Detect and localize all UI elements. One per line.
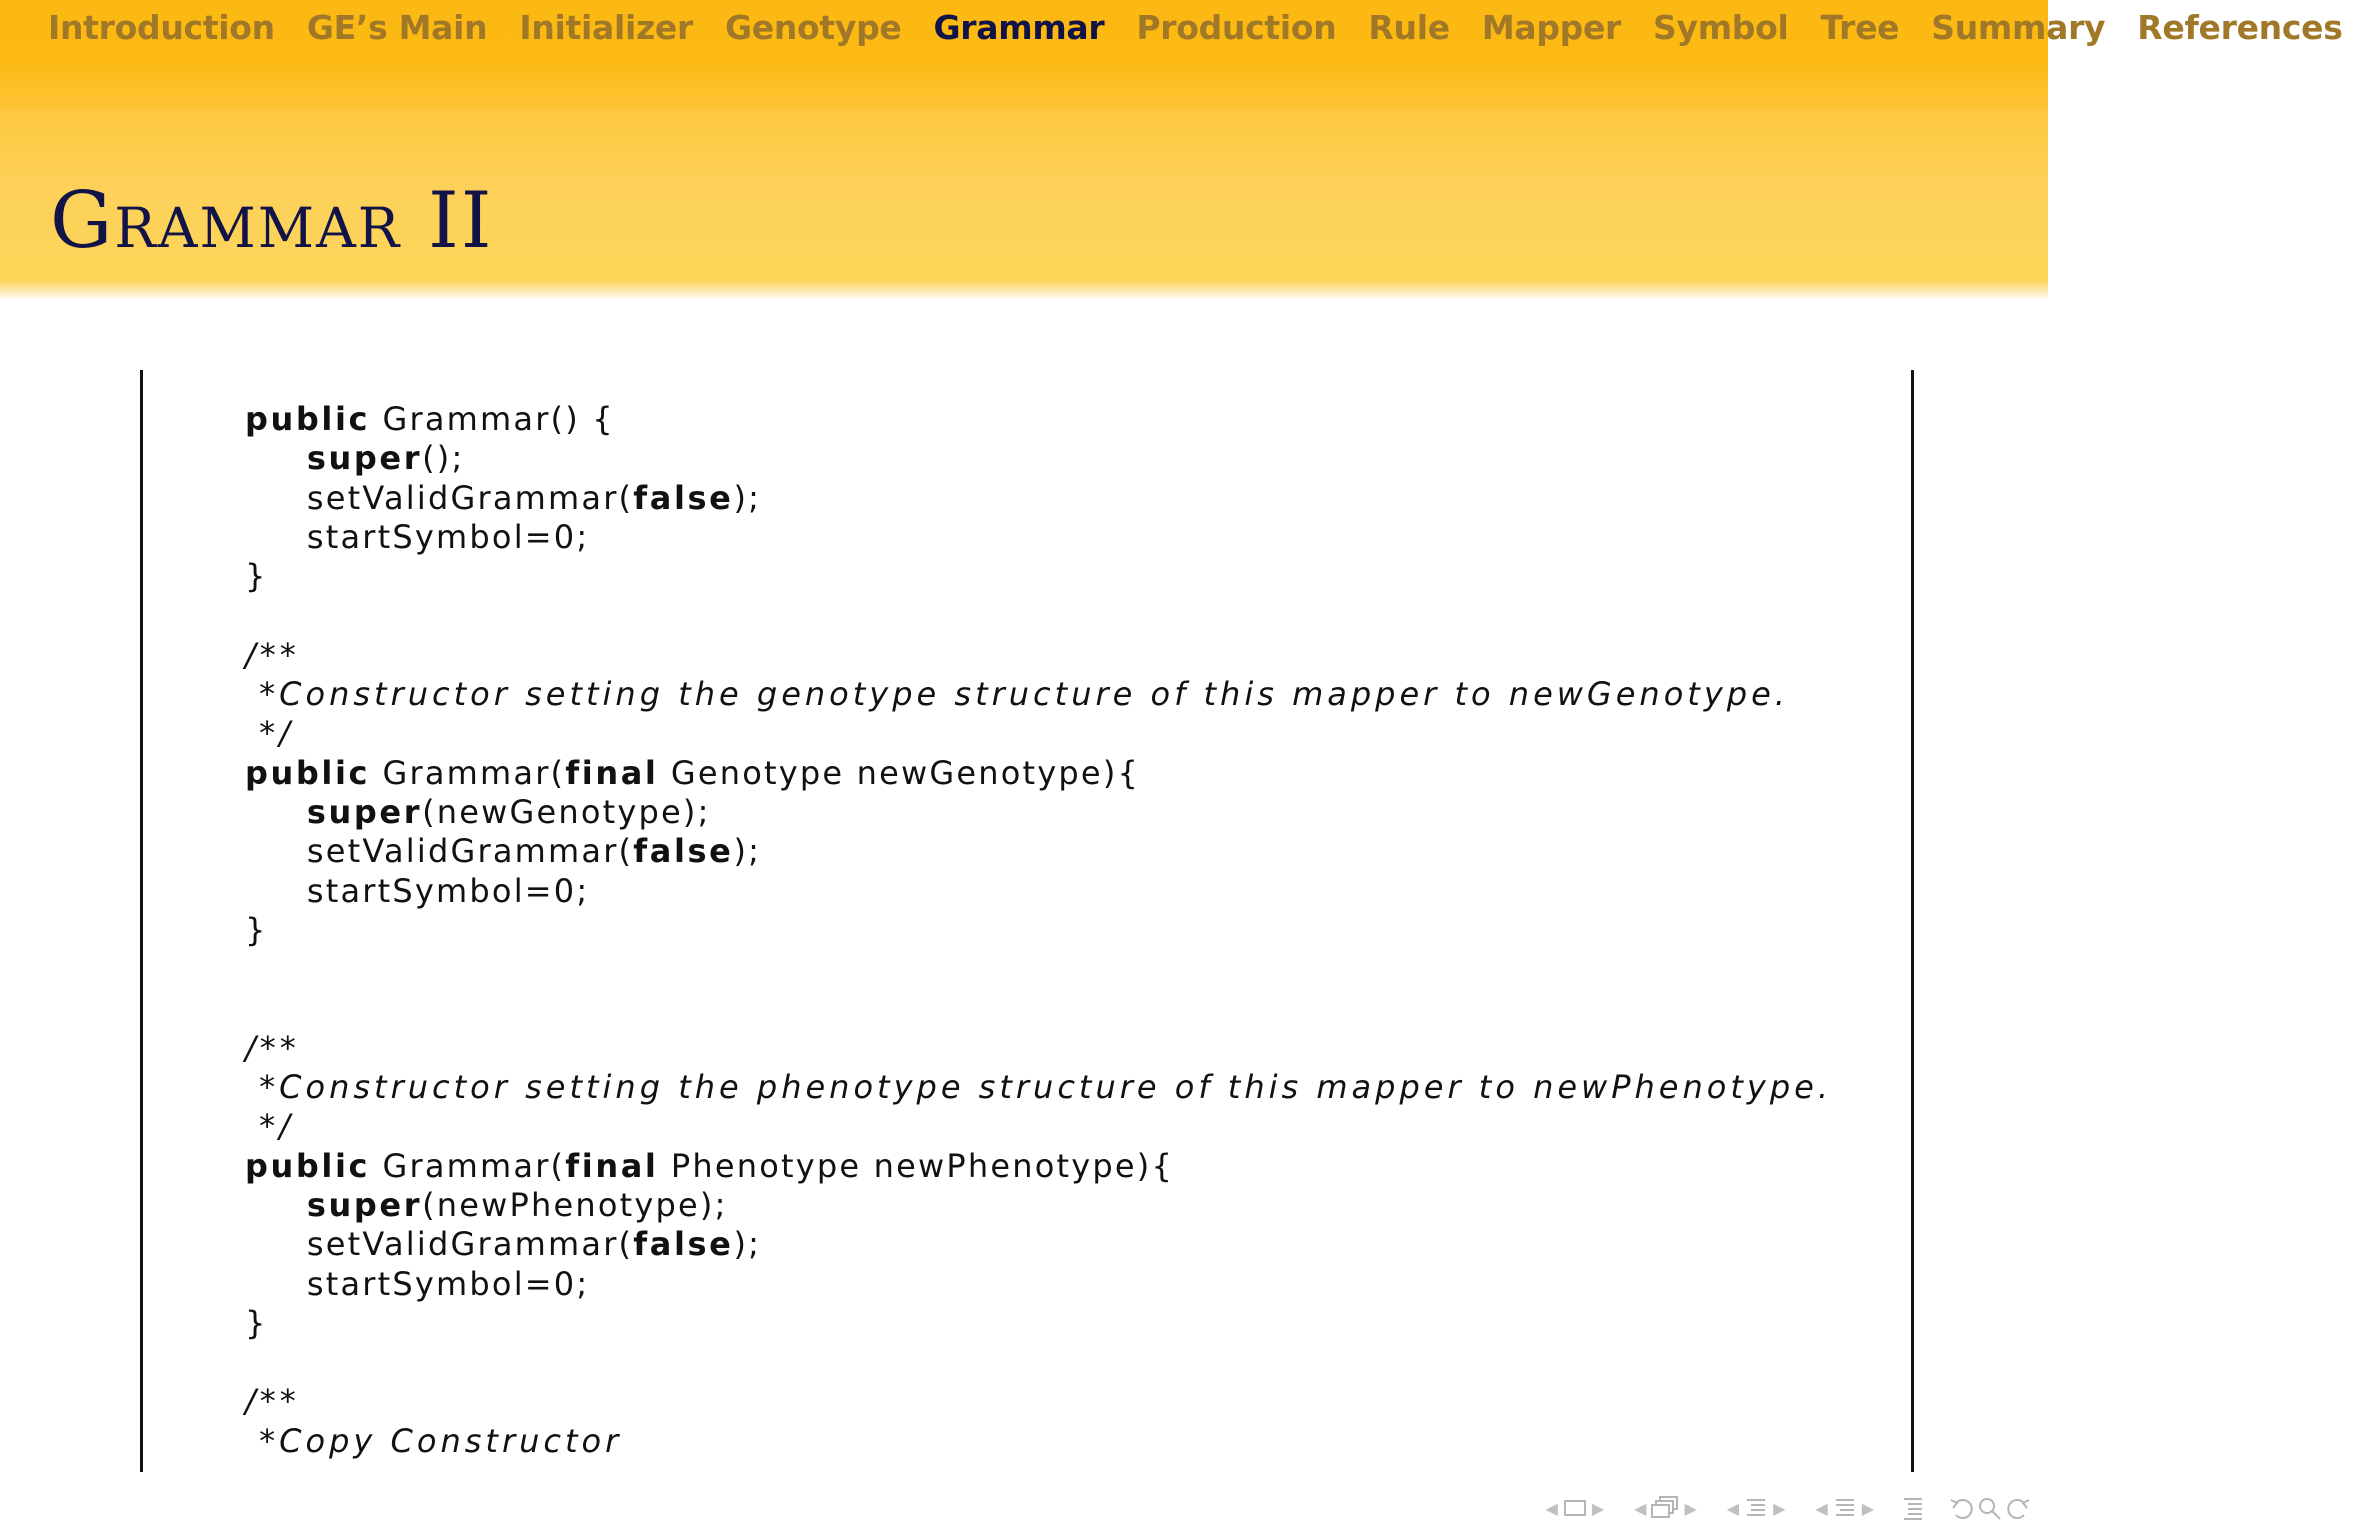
redo-icon[interactable] (2004, 1495, 2032, 1521)
code-keyword: final (565, 1146, 659, 1185)
code-text: setValidGrammar( (245, 478, 634, 517)
code-text: startSymbol=0; (245, 517, 590, 556)
code-line (245, 596, 1832, 635)
nav-item-summary[interactable]: Summary (1931, 8, 2106, 47)
nav-item-production[interactable]: Production (1136, 8, 1337, 47)
code-text: (newGenotype); (422, 792, 711, 831)
section-icon (1832, 1495, 1858, 1521)
code-text: } (245, 1303, 268, 1342)
code-text: startSymbol=0; (245, 871, 590, 910)
search-icon[interactable] (1976, 1495, 2004, 1521)
code-text: Phenotype newPhenotype){ (658, 1146, 1175, 1185)
code-text (245, 439, 307, 477)
code-text: setValidGrammar( (245, 1225, 634, 1264)
code-line (245, 1068, 1832, 1107)
code-text: } (245, 557, 268, 596)
code-line (245, 1107, 1832, 1146)
frame-title: Grammar II (50, 176, 494, 266)
frame-nav-icon[interactable] (1630, 1495, 1701, 1521)
code-line (245, 636, 1832, 675)
code-text: Grammar( (370, 1146, 566, 1185)
code-text: (newPhenotype); (422, 1185, 728, 1224)
document-icon (1900, 1495, 1926, 1521)
code-line (245, 439, 1832, 478)
document-nav-icon[interactable] (1900, 1495, 1926, 1521)
code-line (245, 1265, 1832, 1304)
code-line (245, 1304, 1832, 1343)
previous-arrow-icon[interactable]: ◀ (1634, 1498, 1647, 1518)
navigation-symbols (1520, 1488, 2033, 1528)
code-line (245, 1343, 1832, 1382)
code-text: startSymbol=0; (245, 1264, 590, 1303)
section-nav-icon[interactable] (1811, 1495, 1878, 1521)
section-nav-list (48, 8, 2375, 47)
nav-item-rule[interactable]: Rule (1368, 8, 1450, 47)
code-comment: *Copy Constructor (245, 1421, 623, 1460)
code-line (245, 1382, 1832, 1421)
nav-item-tree[interactable]: Tree (1820, 8, 1900, 47)
code-keyword: public (245, 400, 371, 438)
nav-item-references[interactable]: References (2137, 8, 2343, 47)
nav-item-symbol[interactable]: Symbol (1653, 8, 1789, 47)
code-text: ); (733, 1225, 762, 1264)
code-text: } (245, 910, 268, 949)
code-text: (); (422, 439, 465, 478)
nav-item-initializer[interactable]: Initializer (519, 8, 693, 47)
nav-item-genotype[interactable]: Genotype (724, 8, 902, 47)
code-line (245, 1029, 1832, 1068)
nav-item-mapper[interactable]: Mapper (1481, 8, 1622, 47)
slide-icon (1562, 1498, 1588, 1518)
code-keyword: super (306, 439, 423, 478)
next-arrow-icon[interactable]: ▶ (1861, 1498, 1874, 1518)
code-keyword: false (633, 478, 734, 517)
nav-item-introduction[interactable]: Introduction (48, 8, 275, 47)
frame-stack-icon (1650, 1495, 1680, 1521)
back-forward-search-icon[interactable] (1948, 1495, 2032, 1521)
code-line (245, 989, 1832, 1028)
code-keyword: super (306, 792, 423, 831)
code-keyword: public (245, 1146, 371, 1185)
code-line (245, 1186, 1832, 1225)
code-line (245, 754, 1832, 793)
code-comment: /** (245, 1028, 300, 1067)
nav-item-ge-s-main[interactable]: GE’s Main (306, 8, 488, 47)
code-comment: *Constructor setting the genotype structure of this mapper to newGenotype. (245, 675, 1789, 714)
code-text: Grammar() { (370, 400, 615, 438)
code-keyword: super (306, 1185, 423, 1224)
frame-title-band (0, 110, 2048, 300)
code-line (245, 1225, 1832, 1264)
section-navigation-bar (0, 0, 2343, 110)
slide-nav-icon[interactable] (1542, 1498, 1609, 1518)
code-text (245, 1186, 307, 1224)
code-line (245, 400, 1832, 439)
code-keyword: final (565, 753, 659, 792)
code-line (245, 832, 1832, 871)
code-line (245, 518, 1832, 557)
code-line (245, 557, 1832, 596)
code-line (245, 1147, 1832, 1186)
subsection-nav-icon[interactable] (1723, 1495, 1790, 1521)
code-text: setValidGrammar( (245, 832, 634, 871)
next-arrow-icon[interactable]: ▶ (1773, 1498, 1786, 1518)
next-arrow-icon[interactable]: ▶ (1684, 1498, 1697, 1518)
code-line (245, 675, 1832, 714)
code-line (245, 1422, 1832, 1461)
code-text: Genotype newGenotype){ (658, 753, 1141, 792)
code-comment: */ (245, 1107, 294, 1146)
nav-item-grammar[interactable]: Grammar (933, 8, 1105, 47)
code-text: Grammar( (370, 753, 566, 792)
code-keyword: false (633, 832, 734, 871)
code-comment: /** (245, 1382, 300, 1421)
code-line (245, 872, 1832, 911)
code-text: ); (733, 478, 762, 517)
code-comment: /** (245, 635, 300, 674)
code-text: ); (733, 832, 762, 871)
previous-arrow-icon[interactable]: ◀ (1726, 1498, 1740, 1518)
code-comment: */ (245, 714, 294, 753)
next-arrow-icon[interactable]: ▶ (1591, 1498, 1605, 1518)
code-line (245, 479, 1832, 518)
undo-icon[interactable] (1948, 1495, 1976, 1521)
code-listing-frame (140, 370, 1914, 1472)
previous-arrow-icon[interactable]: ◀ (1815, 1498, 1828, 1518)
code-listing (245, 400, 1832, 1461)
code-keyword: public (245, 753, 371, 792)
code-keyword: false (633, 1225, 734, 1264)
code-text (245, 793, 307, 831)
code-comment: *Constructor setting the phenotype structure of this mapper to newPhenotype. (245, 1068, 1832, 1107)
subsection-icon (1743, 1495, 1769, 1521)
code-line (245, 950, 1832, 989)
code-line (245, 793, 1832, 832)
code-line (245, 911, 1832, 950)
code-line (245, 714, 1832, 753)
previous-arrow-icon[interactable]: ◀ (1545, 1498, 1558, 1518)
